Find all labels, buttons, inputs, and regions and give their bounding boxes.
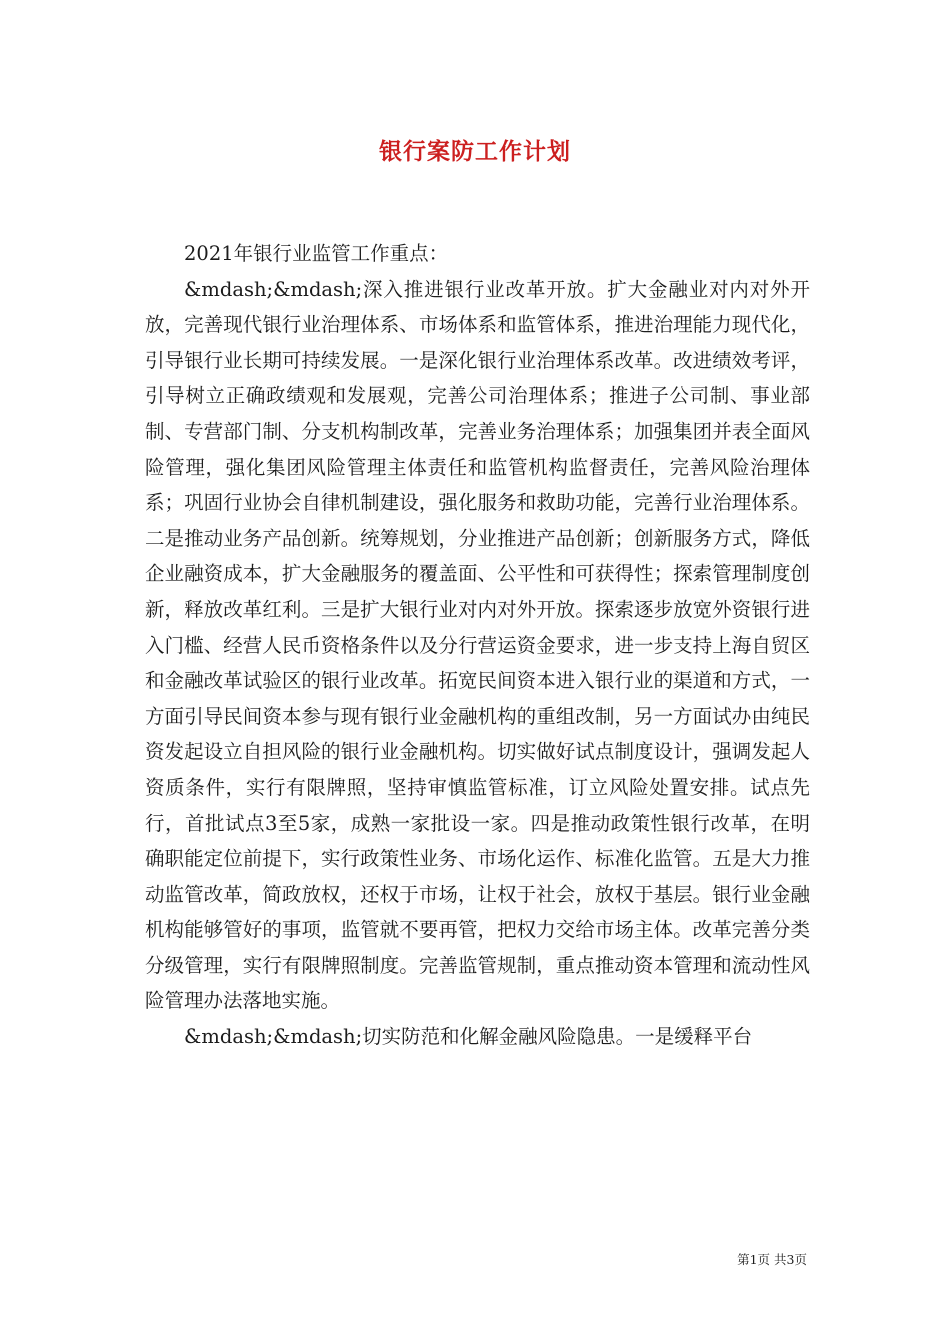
- paragraph-intro: 2021年银行业监管工作重点：: [184, 242, 449, 265]
- paragraph-risk: &mdash;&mdash;切实防范和化解金融风险隐患。一是缓释平台: [184, 1025, 753, 1049]
- document-title: 银行案防工作计划: [379, 138, 571, 165]
- document-body: [145, 236, 810, 1055]
- page-number-footer: 第1页 共3页: [737, 1252, 807, 1267]
- paragraph-reform: &mdash;&mdash;深入推进银行业改革开放。扩大金融业对内对外开放，完善现代银行业治理体系、市场体系和监管体系，推进治理能力现代化，引导银行业长期可持续发展。一是深化银行业治理体系改革。改进绩效考评，引导树立正确政绩观和发展观，完善公司治理体系；推进子公司制、事业部制、专营部门制、分支机构制改革，完善业务治理体系；加强集团并表全面风险管理，强化集团风险管理主体责任和监管机构监督责任，完善风险治理体系；巩固行业协会自律机制建设，强化服务和救助功能，完善行业治理体系。二是推动业务产品创新。统筹规划，分业推进产品创新；创新服务方式，降低企业融资成本，扩大金融服务的覆盖面、公平性和可获得性；探索管理制度创新，释放改革红利。三是扩大银行业对内对外开放。探索逐步放宽外资银行进入门槛、经营人民币资格条件以及分行营运资金要求，进一步支持上海自贸区和金融改革试验区的银行业改革。拓宽民间资本进入银行业的渠道和方式，一方面引导民间资本参与现有银行业金融机构的重组改制，另一方面试办由纯民资发起设立自担风险的银行业金融机构。切实做好试点制度设计，强调发起人资质条件，实行有限牌照，坚持审慎监管标准，订立风险处置安排。试点先行，首批试点3至5家，成熟一家批设一家。四是推动政策性银行改革，在明确职能定位前提下，实行政策性业务、市场化运作、标准化监管。五是大力推动监管改革，简政放权，还权于市场，让权于社会，放权于基层。银行业金融机构能够管好的事项，监管就不要再管，把权力交给市场主体。改革完善分类分级管理，实行有限牌照制度。完善监管规制，重点推动资本管理和流动性风险管理办法落地实施。: [145, 277, 810, 1013]
